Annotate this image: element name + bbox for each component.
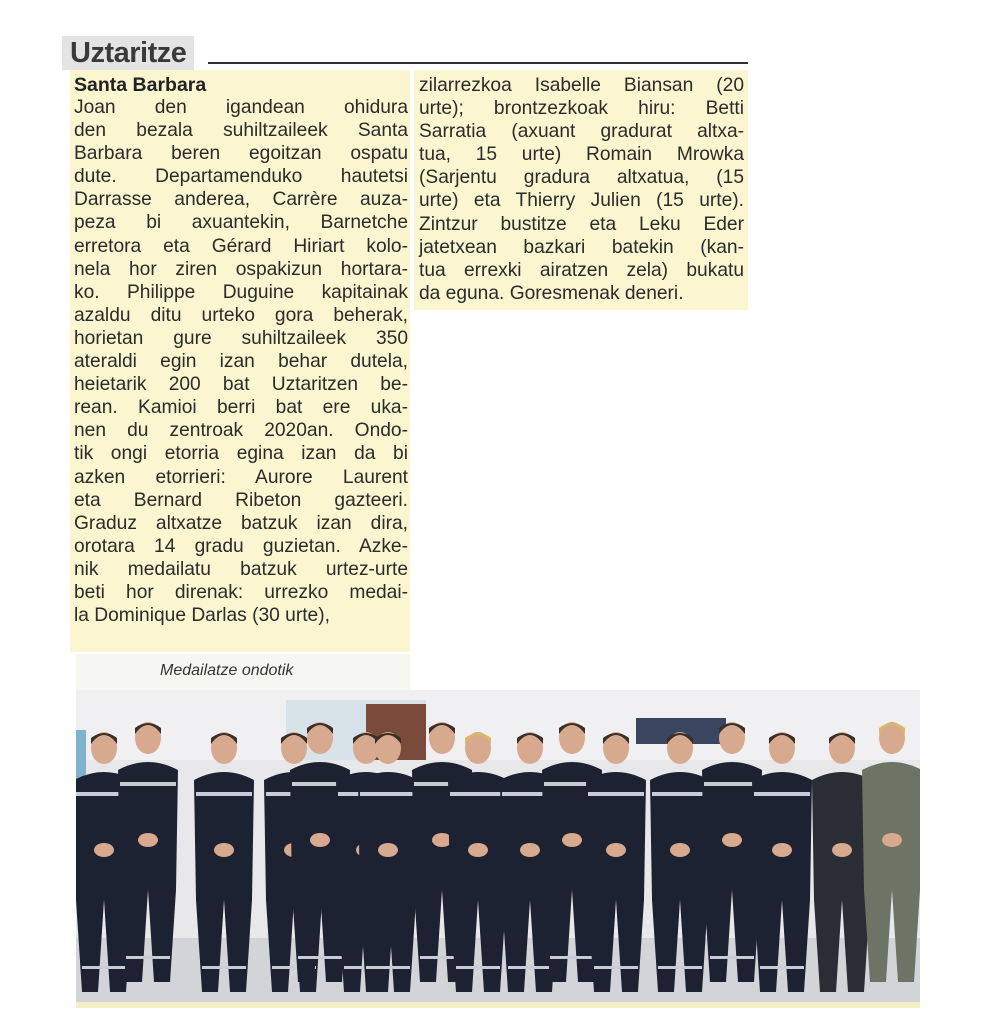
text-line: la Dominique Darlas (30 urte),	[74, 605, 330, 627]
text-line: Graduz altxatze batzuk izan dira,	[74, 512, 408, 534]
header-rule	[208, 62, 748, 64]
text-line: jatetxean bazkari batekin (kan-	[419, 236, 744, 258]
text-line: azaldu ditu urteko gora beherak,	[74, 304, 408, 326]
text-line: rean. Kamioi berri bat ere uka-	[74, 397, 408, 419]
text-line: tua errexki airatzen zela) bukatu	[419, 259, 744, 281]
text-line: ateraldi egin izan behar dutela,	[74, 351, 408, 373]
text-line: eta Bernard Ribeton gazteeri.	[74, 489, 408, 511]
text-line: urte) eta Thierry Julien (15 urte).	[419, 190, 744, 212]
text-line: peza bi axuantekin, Barnetche	[74, 212, 408, 234]
text-line: Zintzur bustitze eta Leku Eder	[419, 213, 744, 235]
text-line: Darrasse anderea, Carrère auza-	[74, 189, 408, 211]
text-line: ko. Philippe Duguine kapitainak	[74, 281, 408, 303]
group-photo	[76, 690, 920, 1002]
text-line: horietan gure suhiltzaileek 350	[74, 327, 408, 349]
article-subtitle: Santa Barbara	[74, 74, 207, 96]
photo-caption: Medailatze ondotik	[160, 662, 294, 679]
text-line: azken etorrieri: Aurore Laurent	[74, 466, 408, 488]
text-line: (Sarjentu gradura altxatua, (15	[419, 167, 744, 189]
text-line: da eguna. Goresmenak deneri.	[419, 282, 684, 304]
text-line: heietarik 200 bat Uztaritzen be-	[74, 374, 408, 396]
text-line: dute. Departamenduko hautetsi	[74, 166, 408, 188]
text-line: erretora eta Gérard Hiriart kolo-	[74, 235, 408, 257]
text-line: tua, 15 urte) Romain Mrowka	[419, 144, 744, 166]
column-2-text	[419, 74, 744, 305]
text-line: Sarratia (axuant gradurat altxa-	[419, 121, 744, 143]
column-1-text	[74, 96, 408, 627]
text-line: nik medailatu batzuk urtez-urte	[74, 558, 408, 580]
text-line: beti hor direnak: urrezko medai-	[74, 581, 408, 603]
text-line: Joan den igandean ohidura	[74, 97, 408, 118]
text-line: zilarrezkoa Isabelle Biansan (20	[419, 75, 744, 96]
text-line: tik ongi etorria egina izan da bi	[74, 443, 408, 465]
text-line: urte); brontzezkoak hiru: Betti	[419, 98, 744, 120]
photo-bottom-band	[76, 1002, 920, 1008]
group-photo-illustration	[76, 690, 920, 1002]
text-line: den bezala suhiltzaileek Santa	[74, 120, 408, 142]
article-column-1	[70, 70, 410, 652]
text-line: nela hor ziren ospakizun hortara-	[74, 258, 408, 280]
text-line: orotara 14 gradu guzietan. Azke-	[74, 535, 408, 557]
text-line: nen du zentroak 2020an. Ondo-	[74, 420, 408, 442]
text-line: Barbara beren egoitzan ospatu	[74, 143, 408, 165]
section-title: Uztaritze	[62, 36, 194, 70]
article-column-2	[414, 70, 748, 310]
